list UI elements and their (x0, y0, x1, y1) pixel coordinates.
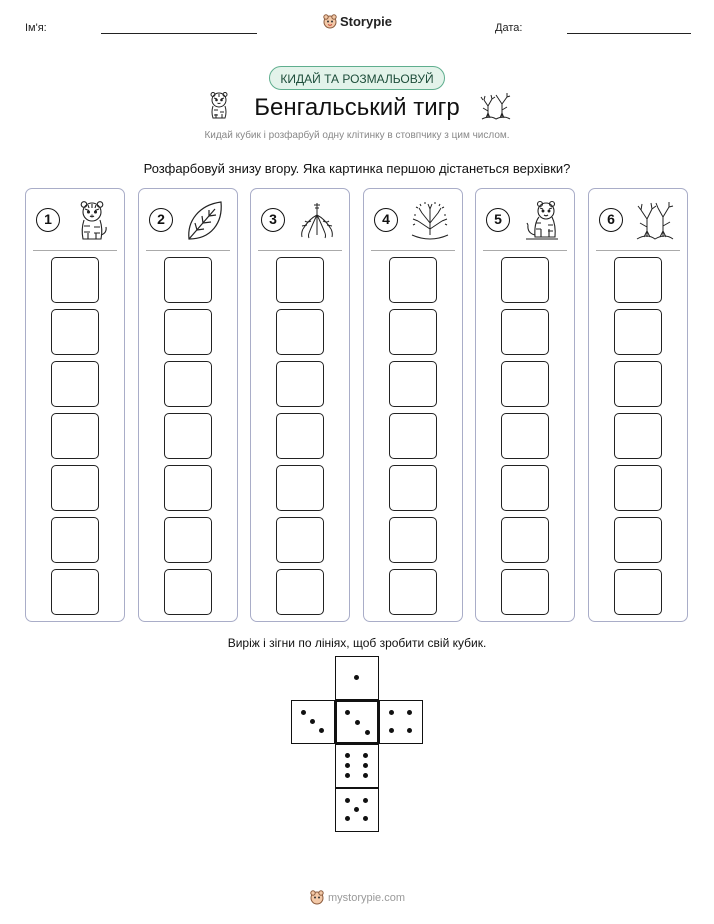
color-cell[interactable] (164, 569, 212, 615)
column-4 (363, 188, 463, 622)
page-title: Бенгальський тигр (254, 94, 460, 121)
roots-icon (297, 199, 337, 243)
dice-pip (365, 730, 370, 735)
color-cell[interactable] (389, 413, 437, 459)
color-cell[interactable] (389, 361, 437, 407)
dice-pip (345, 763, 350, 768)
color-cell[interactable] (614, 517, 662, 563)
subtitle: Кидай кубик і розфарбуй одну клітинку в стовпчику з цим числом. (204, 130, 510, 141)
footer-url[interactable]: mystorypie.com (327, 892, 406, 904)
color-cell[interactable] (276, 465, 324, 511)
dice-pip (355, 720, 360, 725)
column-3 (250, 188, 350, 622)
color-cell[interactable] (501, 257, 549, 303)
color-cell[interactable] (164, 413, 212, 459)
dice-pip (354, 675, 359, 680)
dice-face-1 (335, 656, 379, 700)
dice-pip (310, 719, 315, 724)
column-number: 6 (599, 208, 623, 232)
brand-logo (0, 13, 714, 29)
color-cell[interactable] (389, 569, 437, 615)
column-number: 3 (261, 208, 285, 232)
color-cell[interactable] (614, 569, 662, 615)
mangrove-icon (635, 199, 675, 243)
dice-pip (301, 710, 306, 715)
column-number: 4 (374, 208, 398, 232)
column-divider (258, 250, 342, 251)
tiger-cub-icon (72, 199, 112, 243)
sitting-tiger-icon (522, 199, 562, 243)
dice-pip (363, 816, 368, 821)
column-number: 5 (486, 208, 510, 232)
column-5 (475, 188, 575, 622)
column-number: 1 (36, 208, 60, 232)
color-cell[interactable] (164, 465, 212, 511)
dice-pip (345, 710, 350, 715)
dice-pip (345, 798, 350, 803)
column-divider (371, 250, 455, 251)
color-cell[interactable] (51, 465, 99, 511)
dice-face-5-center (335, 700, 379, 744)
dice-pip (345, 816, 350, 821)
color-cell[interactable] (614, 413, 662, 459)
column-divider (146, 250, 230, 251)
dice-pip (354, 807, 359, 812)
color-cell[interactable] (164, 257, 212, 303)
dice-pip (319, 728, 324, 733)
dice-face-5 (335, 788, 379, 832)
name-input-line[interactable] (101, 33, 257, 34)
color-cell[interactable] (276, 517, 324, 563)
cut-instruction: Виріж і зігни по лініях, щоб зробити свій кубик. (227, 636, 487, 650)
color-cell[interactable] (614, 257, 662, 303)
color-cell[interactable] (51, 569, 99, 615)
storypie-mascot-icon (322, 13, 338, 29)
color-cell[interactable] (389, 517, 437, 563)
color-cell[interactable] (164, 361, 212, 407)
color-cell[interactable] (501, 413, 549, 459)
column-number: 2 (149, 208, 173, 232)
column-divider (33, 250, 117, 251)
color-cell[interactable] (276, 413, 324, 459)
date-label: Дата: (495, 22, 523, 34)
color-cell[interactable] (51, 413, 99, 459)
color-cell[interactable] (276, 361, 324, 407)
name-label: Ім'я: (25, 22, 47, 34)
color-cell[interactable] (501, 569, 549, 615)
dice-pip (407, 728, 412, 733)
color-cell[interactable] (51, 309, 99, 355)
color-cell[interactable] (501, 309, 549, 355)
column-1 (25, 188, 125, 622)
color-cell[interactable] (51, 361, 99, 407)
color-cell[interactable] (389, 465, 437, 511)
dice-pip (389, 710, 394, 715)
instruction: Розфарбовуй знизу вгору. Яка картинка першою дістанеться верхівки? (143, 161, 571, 176)
date-input-line[interactable] (567, 33, 691, 34)
storypie-mascot-icon (309, 889, 325, 905)
dice-pip (345, 753, 350, 758)
dice-pip (389, 728, 394, 733)
dice-face-6 (335, 744, 379, 788)
column-2 (138, 188, 238, 622)
leaf-icon (185, 199, 225, 243)
dice-face-4 (379, 700, 423, 744)
dice-pip (407, 710, 412, 715)
color-cell[interactable] (389, 309, 437, 355)
color-cell[interactable] (501, 361, 549, 407)
color-cell[interactable] (276, 257, 324, 303)
dice-pip (363, 798, 368, 803)
bush-icon (410, 199, 450, 243)
dice-pip (363, 763, 368, 768)
mangrove-icon (478, 91, 514, 121)
column-divider (596, 250, 680, 251)
color-cell[interactable] (276, 569, 324, 615)
color-cell[interactable] (276, 309, 324, 355)
dice-pip (345, 773, 350, 778)
dice-face-3 (291, 700, 335, 744)
color-cell[interactable] (51, 517, 99, 563)
dice-pip (363, 753, 368, 758)
color-cell[interactable] (389, 257, 437, 303)
color-cell[interactable] (614, 309, 662, 355)
color-cell[interactable] (51, 257, 99, 303)
color-cell[interactable] (614, 361, 662, 407)
dice-pip (363, 773, 368, 778)
footer (0, 889, 714, 905)
column-6 (588, 188, 688, 622)
brand-name: Storypie (339, 14, 392, 29)
color-cell[interactable] (164, 517, 212, 563)
color-cell[interactable] (501, 465, 549, 511)
color-cell[interactable] (614, 465, 662, 511)
column-divider (483, 250, 567, 251)
color-cell[interactable] (501, 517, 549, 563)
activity-badge: КИДАЙ ТА РОЗМАЛЬОВУЙ (269, 66, 445, 90)
color-cell[interactable] (164, 309, 212, 355)
